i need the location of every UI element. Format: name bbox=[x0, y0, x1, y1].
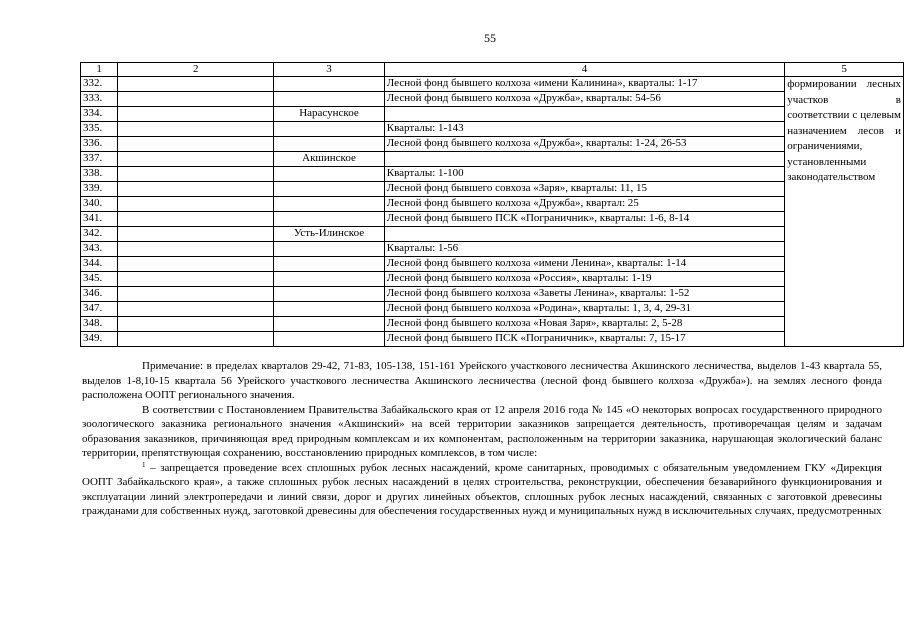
row-number-cell: 346. bbox=[81, 287, 118, 302]
table-row bbox=[81, 92, 904, 107]
district-cell bbox=[118, 182, 274, 197]
table-row bbox=[81, 137, 904, 152]
district-cell bbox=[118, 122, 274, 137]
quarters-cell bbox=[384, 107, 784, 122]
forestry-cell bbox=[274, 287, 385, 302]
forestry-cell bbox=[274, 257, 385, 272]
prohibition-text: – запрещается проведение всех сплошных рубок лесных насаждений, кроме санитарных, проводимых с обязательным уведомлением ГКУ «Дирекция ООПТ Забайкальского края», а также сплошных рубок лесных насаждений в целях строительства, реконструкции, обеспечения безаварийного функционирования и эксплуатации линий электропередачи и линий связи, дорог и других линейных объектов, сплошных рубок лесных насаждений, связанных с заготовкой древесины гражданами для собственных нужд, заготовкой древесины для обеспечения государственных нужд и муниципальных нужд в исключительных случаях, предусмотренных bbox=[82, 461, 882, 517]
row-number-cell: 335. bbox=[81, 122, 118, 137]
table-body bbox=[81, 63, 904, 347]
table-row bbox=[81, 272, 904, 287]
quarters-cell: Лесной фонд бывшего колхоза «Родина», кварталы: 1, 3, 4, 29-31 bbox=[384, 302, 784, 317]
quarters-cell bbox=[384, 227, 784, 242]
table-row bbox=[81, 182, 904, 197]
district-cell bbox=[118, 152, 274, 167]
forestry-cell bbox=[274, 197, 385, 212]
district-cell bbox=[118, 332, 274, 347]
row-number-cell: 332. bbox=[81, 77, 118, 92]
district-cell bbox=[118, 242, 274, 257]
row-number-cell: 333. bbox=[81, 92, 118, 107]
district-cell bbox=[118, 302, 274, 317]
quarters-cell: Кварталы: 1-56 bbox=[384, 242, 784, 257]
district-cell bbox=[118, 77, 274, 92]
row-number-cell: 337. bbox=[81, 152, 118, 167]
forestry-cell bbox=[274, 77, 385, 92]
district-cell bbox=[118, 317, 274, 332]
table-row bbox=[81, 122, 904, 137]
forestry-cell bbox=[274, 137, 385, 152]
quarters-cell: Лесной фонд бывшего колхоза «Россия», кварталы: 1-19 bbox=[384, 272, 784, 287]
row-number-cell: 344. bbox=[81, 257, 118, 272]
district-cell bbox=[118, 272, 274, 287]
quarters-cell bbox=[384, 152, 784, 167]
page-number: 55 bbox=[484, 31, 496, 45]
header-cell-1: 1 bbox=[81, 63, 118, 77]
table-row bbox=[81, 287, 904, 302]
quarters-cell: Лесной фонд бывшего колхоза «Дружба», квартал: 25 bbox=[384, 197, 784, 212]
quarters-cell: Кварталы: 1-143 bbox=[384, 122, 784, 137]
row-number-cell: 336. bbox=[81, 137, 118, 152]
note-paragraph: Примечание: в пределах кварталов 29-42, 71-83, 105-138, 151-161 Урейского участкового лесничества Акшинского лесничества, выделов 1-43 квартала 55, выделов 1-8,10-15 квартала 56 Урейского участкового лесничества Акшинского лесничества (лесной фонд бывшего колхоза «Дружба»). на землях лесного фонда расположена ООПТ регионального значения. bbox=[82, 360, 882, 401]
footnote-mark: 1 bbox=[142, 460, 146, 469]
quarters-cell: Кварталы: 1-100 bbox=[384, 167, 784, 182]
row-number-cell: 339. bbox=[81, 182, 118, 197]
district-cell bbox=[118, 227, 274, 242]
table-row bbox=[81, 332, 904, 347]
quarters-cell: Лесной фонд бывшего ПСК «Пограничник», кварталы: 1-6, 8-14 bbox=[384, 212, 784, 227]
table-row bbox=[81, 152, 904, 167]
forestry-cell bbox=[274, 122, 385, 137]
forestry-cell: Акшинское bbox=[274, 152, 385, 167]
quarters-cell: Лесной фонд бывшего колхоза «Заветы Ленина», кварталы: 1-52 bbox=[384, 287, 784, 302]
table-row bbox=[81, 302, 904, 317]
forestry-cell bbox=[274, 167, 385, 182]
district-cell bbox=[118, 287, 274, 302]
row-number-cell: 343. bbox=[81, 242, 118, 257]
quarters-cell: Лесной фонд бывшего колхоза «Дружба», кварталы: 1-24, 26-53 bbox=[384, 137, 784, 152]
header-cell-3: 3 bbox=[274, 63, 385, 77]
forestry-cell bbox=[274, 92, 385, 107]
quarters-cell: Лесной фонд бывшего ПСК «Пограничник», кварталы: 7, 15-17 bbox=[384, 332, 784, 347]
forestry-cell bbox=[274, 242, 385, 257]
district-cell bbox=[118, 212, 274, 227]
district-cell bbox=[118, 197, 274, 212]
table-row bbox=[81, 77, 904, 92]
table-row bbox=[81, 197, 904, 212]
forestry-cell bbox=[274, 332, 385, 347]
row-number-cell: 348. bbox=[81, 317, 118, 332]
district-cell bbox=[118, 167, 274, 182]
forestry-cell bbox=[274, 212, 385, 227]
row-number-cell: 347. bbox=[81, 302, 118, 317]
table-row bbox=[81, 257, 904, 272]
row-number-cell: 341. bbox=[81, 212, 118, 227]
row-number-cell: 340. bbox=[81, 197, 118, 212]
quarters-cell: Лесной фонд бывшего колхоза «имени Ленина», кварталы: 1-14 bbox=[384, 257, 784, 272]
quarters-cell: Лесной фонд бывшего колхоза «имени Калинина», кварталы: 1-17 bbox=[384, 77, 784, 92]
table-row bbox=[81, 107, 904, 122]
forestry-cell bbox=[274, 317, 385, 332]
row-number-cell: 345. bbox=[81, 272, 118, 287]
district-cell bbox=[118, 107, 274, 122]
quarters-cell: Лесной фонд бывшего колхоза «Новая Заря», кварталы: 2, 5-28 bbox=[384, 317, 784, 332]
header-cell-5: 5 bbox=[785, 63, 904, 77]
forestry-cell bbox=[274, 182, 385, 197]
forest-areas-table bbox=[80, 62, 904, 347]
row-number-cell: 334. bbox=[81, 107, 118, 122]
forestry-cell: Нарасунское bbox=[274, 107, 385, 122]
decree-paragraph: В соответствии с Постановлением Правительства Забайкальского края от 12 апреля 2016 года № 145 «О некоторых вопросах государственного природного зоологического заказника регионального значения «Акшинский» на всей территории заказников запрещается деятельность, противоречащая целям и задачам образования заказников, причиняющая вред природным комплексам и их компонентам, расположенным на территории заказника, нарушающая экологический баланс территории, препятствующая сохранению, восстановлению природных комплексов, в том числе: bbox=[82, 403, 882, 459]
district-cell bbox=[118, 92, 274, 107]
district-cell bbox=[118, 137, 274, 152]
body-text bbox=[82, 359, 882, 519]
table-header-row bbox=[81, 63, 904, 77]
table-row bbox=[81, 167, 904, 182]
table-row bbox=[81, 227, 904, 242]
district-cell bbox=[118, 257, 274, 272]
forestry-cell bbox=[274, 272, 385, 287]
table-row bbox=[81, 242, 904, 257]
forestry-cell: Усть-Илинское bbox=[274, 227, 385, 242]
table-row bbox=[81, 212, 904, 227]
row-number-cell: 342. bbox=[81, 227, 118, 242]
quarters-cell: Лесной фонд бывшего совхоза «Заря», кварталы: 11, 15 bbox=[384, 182, 784, 197]
quarters-cell: Лесной фонд бывшего колхоза «Дружба», кварталы: 54-56 bbox=[384, 92, 784, 107]
row-number-cell: 349. bbox=[81, 332, 118, 347]
table-row bbox=[81, 317, 904, 332]
forestry-cell bbox=[274, 302, 385, 317]
header-cell-4: 4 bbox=[384, 63, 784, 77]
purpose-cell: формировании лесных участков в соответствии с целевым назначением лесов и ограничениями, установленными законодательством bbox=[785, 77, 904, 347]
prohibition-paragraph bbox=[82, 461, 882, 519]
header-cell-2: 2 bbox=[118, 63, 274, 77]
row-number-cell: 338. bbox=[81, 167, 118, 182]
